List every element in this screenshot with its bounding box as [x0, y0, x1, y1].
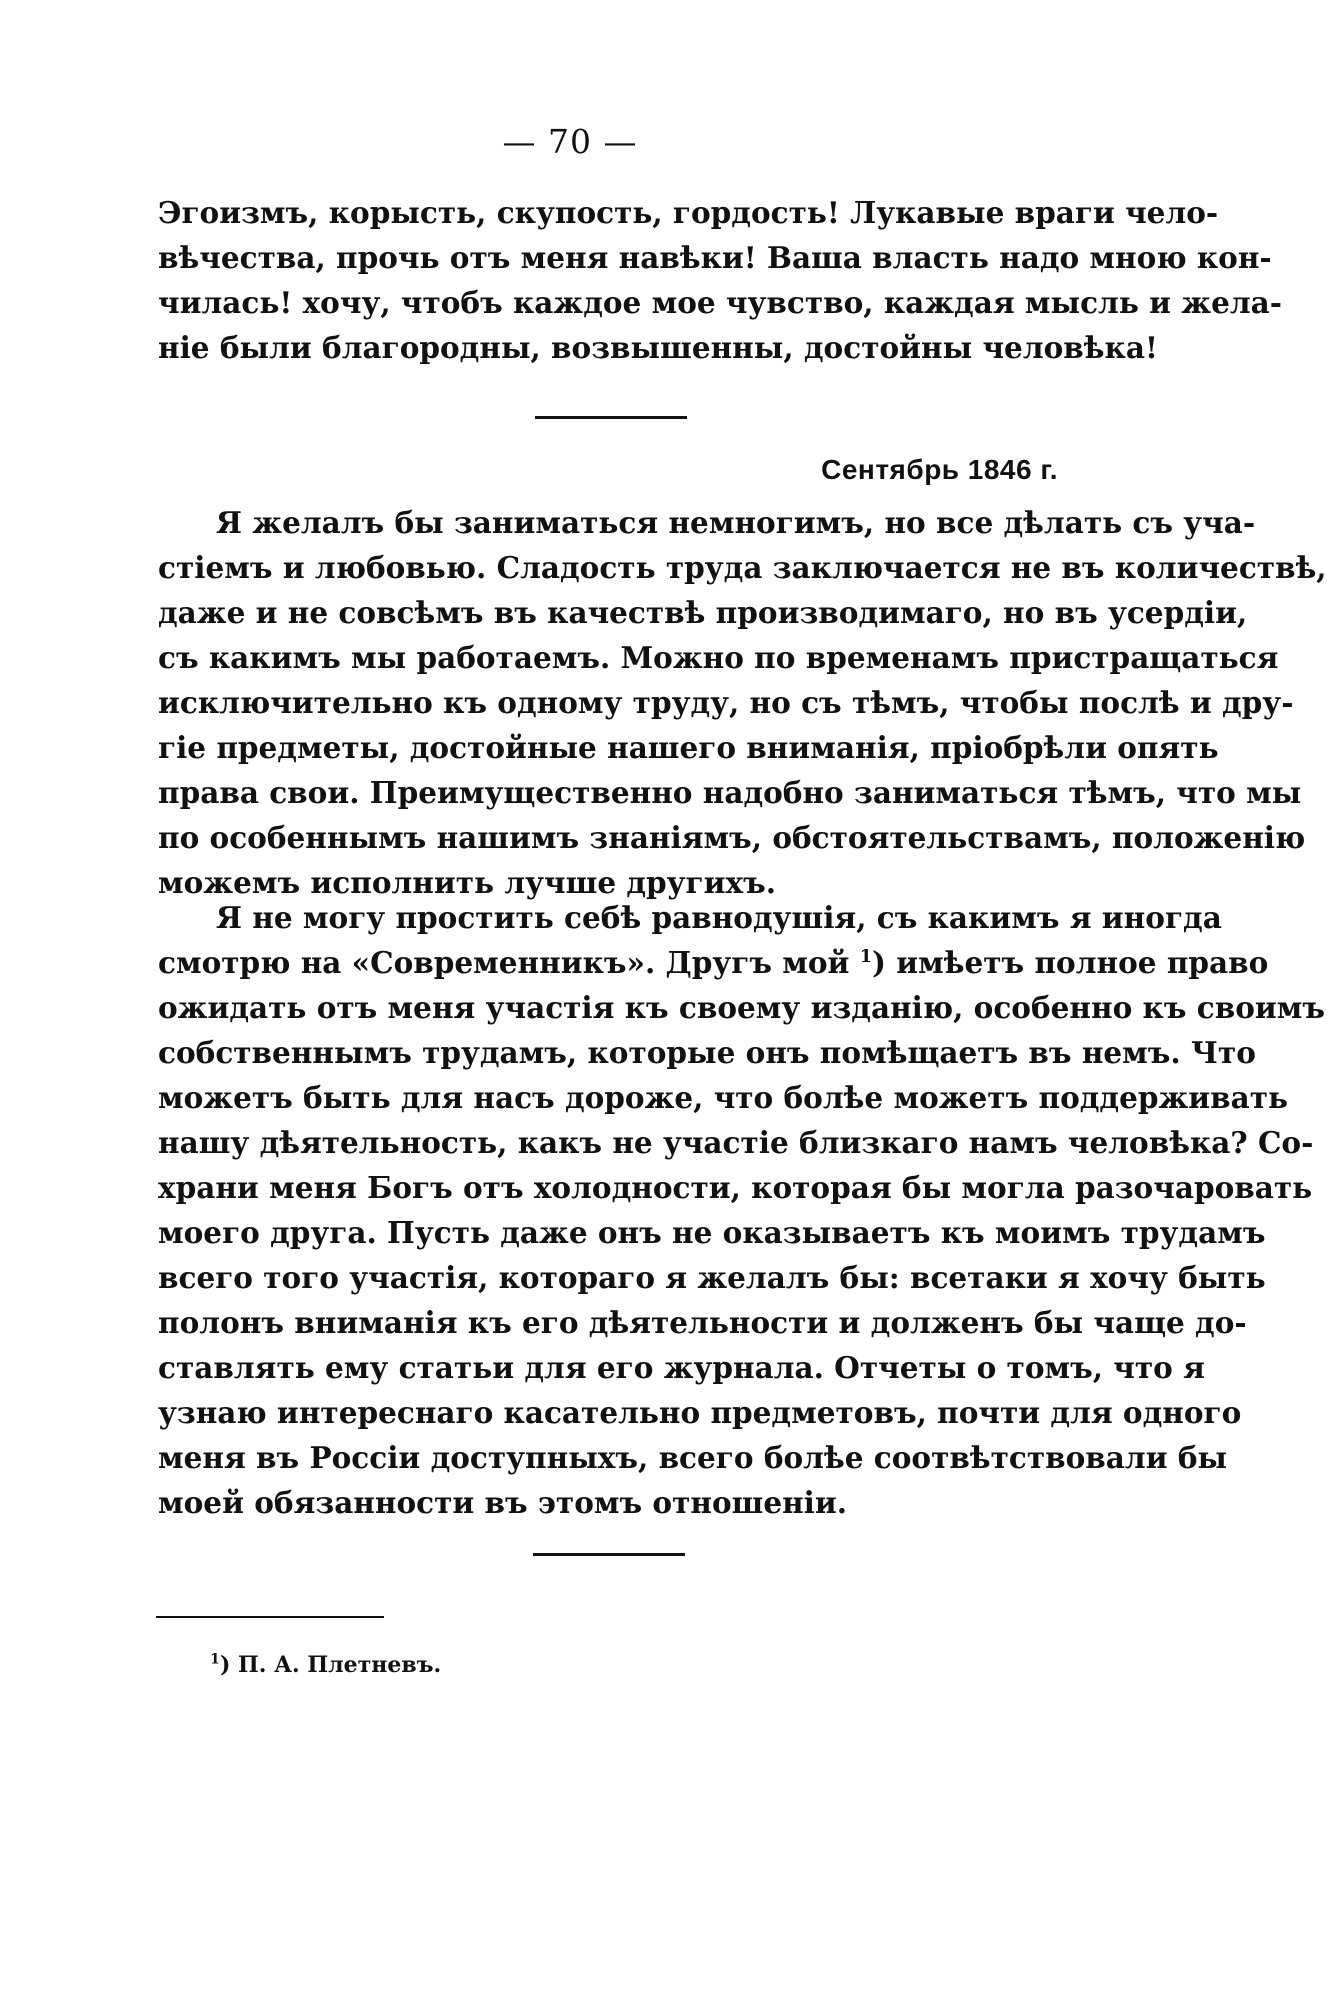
paragraph-line: ставлять ему статьи для его журнала. Отчеты о томъ, что я [158, 1350, 1205, 1385]
footnote-text: ) П. А. Плетневъ. [219, 1652, 442, 1678]
paragraph-line: полонъ вниманія къ его дѣятельности и долженъ бы чаще до- [158, 1305, 1247, 1340]
footnote-divider [156, 1616, 384, 1618]
paragraph-line: собственнымъ трудамъ, которые онъ помѣщаетъ въ немъ. Что [158, 1035, 1256, 1070]
paragraph-line: можемъ исполнить лучше другихъ. [158, 865, 776, 900]
paragraph-line: стіемъ и любовью. Сладость труда заключается не въ количествѣ, [158, 550, 1327, 585]
footnote [210, 1652, 441, 1678]
paragraph-line: права свои. Преимущественно надобно заниматься тѣмъ, что мы [158, 775, 1302, 810]
paragraph-line: узнаю интереснаго касательно предметовъ, почти для одного [158, 1395, 1242, 1430]
section-divider [535, 416, 687, 419]
paragraph-line: съ какимъ мы работаемъ. Можно по временамъ пристращаться [158, 640, 1279, 675]
page-number: — 70 — [502, 122, 638, 161]
paragraph-line: моей обязанности въ этомъ отношеніи. [158, 1485, 848, 1520]
paragraph-line: меня въ Россіи доступныхъ, всего болѣе соотвѣтствовали бы [158, 1440, 1228, 1475]
paragraph-line: ніе были благородны, возвышенны, достойны человѣка! [158, 330, 1158, 365]
paragraph-line: всего того участія, котораго я желалъ бы: всетаки я хочу быть [158, 1260, 1266, 1295]
footnote-marker: 1 [210, 1651, 220, 1668]
paragraph-line: чилась! хочу, чтобъ каждое мое чувство, каждая мысль и жела- [158, 285, 1283, 320]
paragraph-1 [158, 190, 1283, 370]
paragraph-line: нашу дѣятельность, какъ не участіе близкаго намъ человѣка? Со- [158, 1125, 1314, 1160]
paragraph-line: исключительно къ одному труду, но съ тѣмъ, чтобы послѣ и дру- [158, 685, 1294, 720]
paragraph-3 [158, 895, 1326, 1525]
end-divider [533, 1553, 685, 1556]
paragraph-line: Эгоизмъ, корысть, скупость, гордость! Лукавые враги чело- [158, 195, 1219, 230]
date-heading: Сентябрь 1846 г. [821, 454, 1058, 485]
line-text: смотрю на «Современникъ». Другъ мой [158, 945, 860, 980]
footnote-reference[interactable]: 1 [859, 946, 873, 968]
paragraph-line: храни меня Богъ отъ холодности, которая бы могла разочаровать [158, 1170, 1313, 1205]
paragraph-line: Я не могу простить себѣ равнодушія, съ какимъ я иногда [216, 900, 1222, 935]
paragraph-2 [158, 500, 1327, 905]
paragraph-line: ожидать отъ меня участія къ своему изданію, особенно къ своимъ [158, 990, 1326, 1025]
paragraph-line-with-footnote-ref [158, 940, 1269, 985]
paragraph-line: по особеннымъ нашимъ знаніямъ, обстоятельствамъ, положенію [158, 820, 1306, 855]
paragraph-line: моего друга. Пусть даже онъ не оказываетъ къ моимъ трудамъ [158, 1215, 1266, 1250]
paragraph-line: можетъ быть для насъ дороже, что болѣе можетъ поддерживать [158, 1080, 1289, 1115]
paragraph-line: гіе предметы, достойные нашего вниманія, пріобрѣли опять [158, 730, 1219, 765]
paragraph-line: Я желалъ бы заниматься немногимъ, но все дѣлать съ уча- [216, 505, 1256, 540]
line-text: ) имѣетъ полное право [872, 945, 1269, 980]
paragraph-line: даже и не совсѣмъ въ качествѣ производимаго, но въ усердіи, [158, 595, 1248, 630]
paragraph-line: вѣчества, прочь отъ меня навѣки! Ваша власть надо мною кон- [158, 240, 1272, 275]
